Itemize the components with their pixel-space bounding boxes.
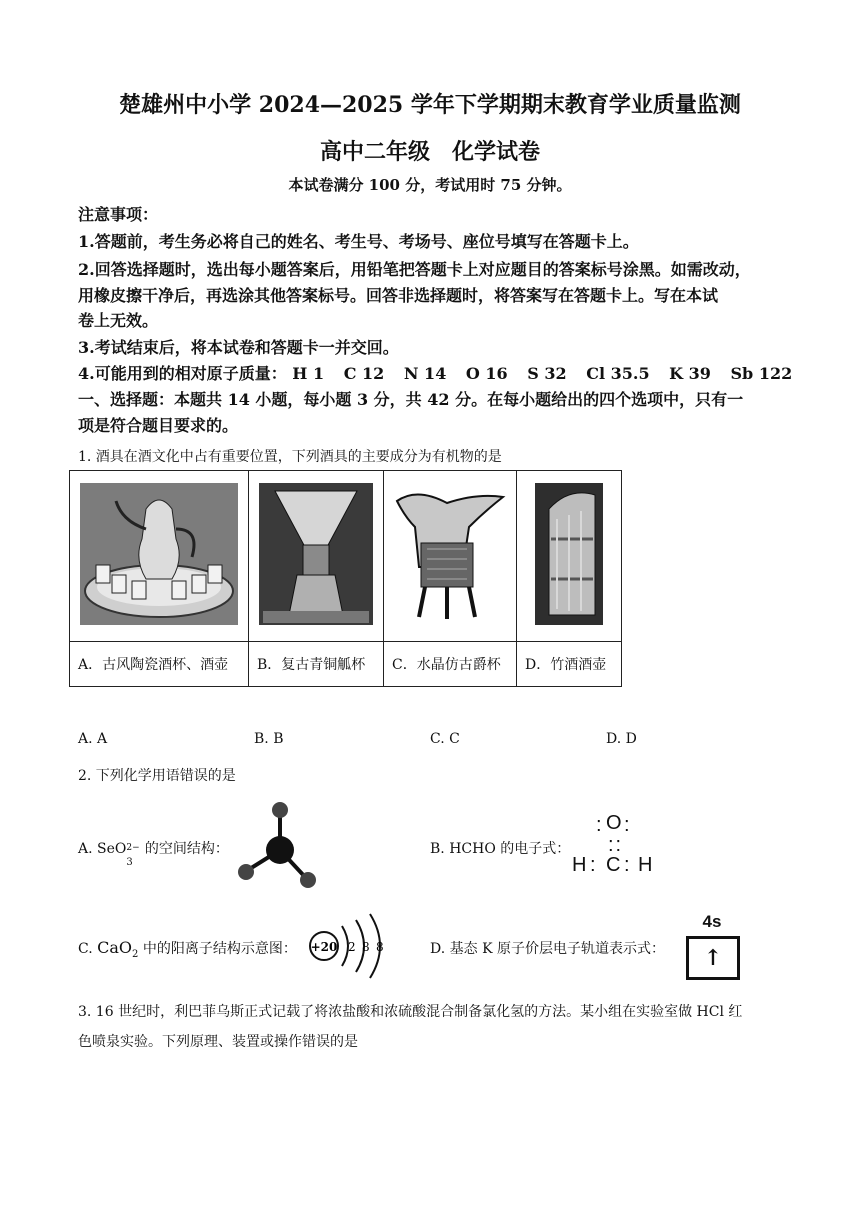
q1-answer-a: A. A bbox=[78, 731, 108, 747]
q2-option-b-text: B. HCHO 的电子式： bbox=[430, 841, 571, 857]
q2-option-d-text: D. 基态 K 原子价层电子轨道表示式： bbox=[430, 941, 665, 957]
notice-item-2-line-3: 卷上无效。 bbox=[78, 311, 159, 330]
notice-item-1: 1.答题前，考生务必将自己的姓名、考生号、考场号、座位号填写在答题卡上。 bbox=[78, 232, 639, 251]
q2-option-a-text: A. SeO 2− 3 的空间结构： bbox=[78, 841, 229, 868]
q3-stem-line-2: 色喷泉实验。下列原理、装置或操作错误的是 bbox=[78, 1034, 358, 1050]
crystal-jue-cup-image bbox=[387, 479, 513, 629]
exam-subtitle: 高中二年级 化学试卷 bbox=[319, 139, 540, 165]
option-c-caption: C．水晶仿古爵杯 bbox=[384, 642, 517, 687]
shell-electron-count: 8 bbox=[376, 940, 384, 954]
exam-info: 本试卷满分 100 分，考试用时 75 分钟。 bbox=[288, 176, 572, 194]
q2-stem: 2. 下列化学用语错误的是 bbox=[78, 768, 236, 784]
up-arrow-icon: ↑ bbox=[686, 936, 740, 980]
atomic-mass: Sb 122 bbox=[730, 364, 793, 383]
section-1-line-1: 一、选择题：本题共 14 小题，每小题 3 分，共 42 分。在每小题给出的四个选项中，只有一 bbox=[78, 390, 744, 409]
nucleus-charge-label: +20 bbox=[310, 940, 338, 954]
notice-item-4 bbox=[78, 361, 792, 384]
atomic-mass: C 12 bbox=[343, 364, 385, 383]
notice-item-3: 3.考试结束后，将本试卷和答题卡一并交回。 bbox=[78, 338, 399, 357]
option-a-image-cell bbox=[70, 471, 249, 642]
dot-pair-icon: : bbox=[624, 814, 630, 836]
option-b-caption: B．复古青铜觚杯 bbox=[249, 642, 384, 687]
porcelain-wine-set-image bbox=[72, 479, 246, 629]
q1-stem: 1. 酒具在酒文化中占有重要位置，下列酒具的主要成分为有机物的是 bbox=[78, 449, 502, 465]
atomic-mass: Cl 35.5 bbox=[586, 364, 650, 383]
atomic-mass-label: 4.可能用到的相对原子质量： bbox=[78, 364, 287, 383]
q1-answer-d: D. D bbox=[606, 731, 637, 747]
q2-option-c-text: C. CaO$_2$ 中的阳离子结构示意图： bbox=[78, 938, 297, 960]
option-c-image-cell bbox=[384, 471, 517, 642]
bronze-gu-cup-image bbox=[253, 479, 379, 629]
notice-heading: 注意事项： bbox=[78, 205, 159, 224]
atomic-mass: O 16 bbox=[465, 364, 508, 383]
notice-item-2-line-2: 用橡皮擦干净后，再选涂其他答案标号。回答非选择题时，将答案写在答题卡上。写在本试 bbox=[78, 286, 719, 305]
exam-title: 楚雄州中小学 2024—2025 学年下学期期末教育学业质量监测 bbox=[119, 92, 741, 118]
dot-pair-icon: : bbox=[624, 854, 630, 876]
q1-options-table bbox=[69, 470, 622, 687]
option-b-image-cell bbox=[249, 471, 384, 642]
ca-ion-structure-diagram bbox=[304, 910, 388, 980]
q1-answer-b: B. B bbox=[254, 731, 284, 747]
atomic-mass: H 1 bbox=[292, 364, 325, 383]
orbital-label: 4s bbox=[702, 912, 722, 931]
atomic-mass: S 32 bbox=[527, 364, 567, 383]
option-a-caption: A．古风陶瓷酒杯、酒壶 bbox=[70, 642, 249, 687]
option-d-caption: D．竹酒酒壶 bbox=[517, 642, 622, 687]
dot-pair-icon: : bbox=[590, 854, 596, 876]
shell-electron-count: 8 bbox=[362, 940, 370, 954]
notice-item-2-line-1: 2.回答选择题时，选出每小题答案后，用铅笔把答题卡上对应题目的答案标号涂黑。如需改动， bbox=[78, 260, 751, 279]
option-d-image-cell bbox=[517, 471, 622, 642]
section-1-line-2: 项是符合题目要求的。 bbox=[78, 416, 239, 435]
atomic-mass: N 14 bbox=[403, 364, 447, 383]
shell-electron-count: 2 bbox=[348, 940, 356, 954]
dot-pair-icon: :: bbox=[608, 834, 624, 856]
q3-stem-line-1: 3. 16 世纪时，利巴菲乌斯正式记载了将浓盐酸和浓硫酸混合制备氯化氢的方法。某小组在实验室做 HCl 红 bbox=[78, 1004, 743, 1020]
dot-pair-icon: : bbox=[596, 814, 602, 836]
atomic-mass: K 39 bbox=[669, 364, 711, 383]
hcho-electron-formula: : O : :: H : C : H bbox=[572, 812, 653, 876]
q1-answer-c: C. C bbox=[430, 731, 460, 747]
seo3-space-structure-model bbox=[232, 800, 322, 890]
bamboo-wine-pot-image bbox=[519, 479, 619, 629]
